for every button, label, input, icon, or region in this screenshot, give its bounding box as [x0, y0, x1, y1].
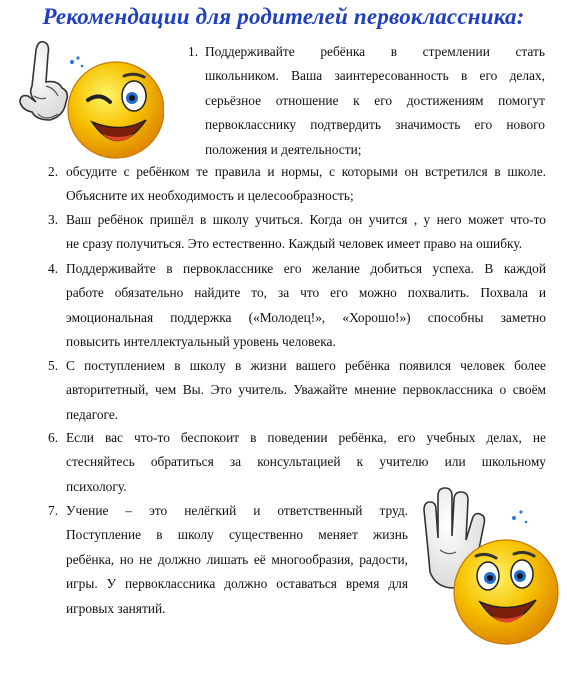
winking-smiley-pointing-finger-icon — [6, 30, 164, 160]
text-line: эмоциональная поддержка («Молодец!», «Хорошо!») способны заметно — [66, 309, 546, 325]
text-line: игровых занятий. — [66, 600, 166, 616]
text-line: положения и деятельности; — [205, 141, 362, 157]
list-item-text — [66, 208, 546, 257]
text-line: повысить интеллектуальный уровень человека. — [66, 334, 336, 350]
text-line: стесняйтесь обратиться за консультацией к учителю или школьному — [66, 454, 546, 470]
text-line: педагоге. — [66, 406, 119, 422]
text-line: не сразу получиться. Это естественно. Каждый человек имеет право на ошибку. — [66, 236, 523, 252]
text-line: С поступлением в школу в жизни вашего ребёнка появился человек более — [66, 358, 546, 373]
list-item-number: 7. — [48, 503, 59, 518]
smiley-waving-hand-icon — [418, 480, 563, 652]
text-line: обсудите с ребёнком те правила и нормы, с которыми он встретился в школе. — [66, 164, 546, 179]
page-title: Рекомендации для родителей первоклассника: — [42, 4, 525, 29]
text-line: школьником. Ваша заинтересованность в его делах, — [205, 68, 545, 84]
list-item-text — [66, 257, 546, 355]
text-line: Поддерживайте ребёнка в стремлении стать — [205, 44, 545, 59]
list-item-number: 1. — [188, 44, 199, 59]
list-item-number: 2. — [48, 164, 59, 179]
text-line: Объясните их необходимость и целесообразность; — [66, 188, 354, 204]
list-item-number: 3. — [48, 212, 59, 227]
list-item-text — [66, 499, 408, 621]
text-line: работе обязательно найдите то, за что его можно похвалить. Похвала и — [66, 285, 546, 301]
text-line: психологу. — [66, 478, 127, 494]
list-item-number: 6. — [48, 430, 59, 445]
list-item-text — [66, 354, 546, 427]
text-line: Если вас что-то беспокоит в поведении ребёнка, его учебных делах, не — [66, 430, 546, 445]
list-item-text — [66, 426, 546, 499]
text-line: серьёзное отношение к его достижениям помогут — [205, 92, 545, 108]
text-line: Поддерживайте в первокласснике его желание добиться успеха. В каждой — [66, 261, 546, 276]
text-line: авторитетный, чем Вы. Это учитель. Уважайте мнение первоклассника о своём — [66, 382, 546, 398]
text-line: первокласснику подтвердить значимость его нового — [205, 117, 545, 133]
list-item-number: 5. — [48, 358, 59, 373]
list-item-text — [205, 40, 545, 162]
text-line: Учение – это нелёгкий и ответственный труд. — [66, 503, 408, 518]
text-line: игры. У первоклассника должно оставаться время для — [66, 576, 408, 592]
text-line: Поступление в школу существенно меняет жизнь — [66, 527, 408, 543]
text-line: Ваш ребёнок пришёл в школу учиться. Когда он учится , у него может что-то — [66, 212, 546, 227]
list-item-number: 4. — [48, 261, 59, 276]
text-line: ребёнка, но не должно лишать её многообразия, радости, — [66, 551, 408, 567]
list-item-text — [66, 160, 546, 209]
